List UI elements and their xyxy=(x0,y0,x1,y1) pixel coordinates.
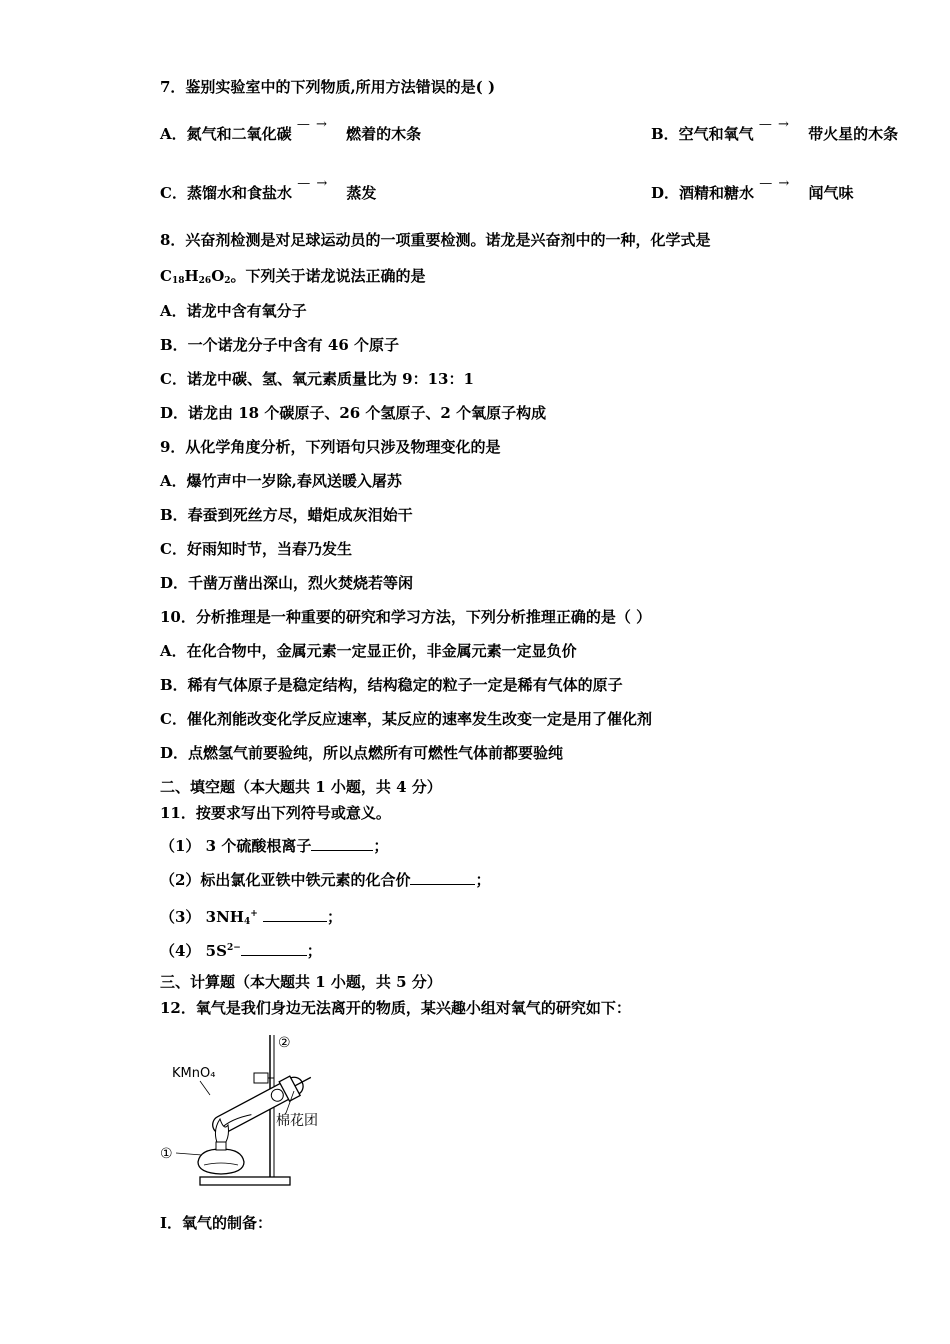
q8-option-a: A．诺龙中含有氧分子 xyxy=(160,302,307,320)
q8-option-d: D．诺龙由 18 个碳原子、26 个氢原子、2 个氧原子构成 xyxy=(160,404,547,422)
formula-c: C xyxy=(160,267,172,285)
q8-stem-line2 xyxy=(160,266,426,291)
leader-line-1 xyxy=(176,1153,202,1155)
q7-option-b-substances: B．空气和氧气 xyxy=(651,125,754,143)
q10-stem: 10．分析推理是一种重要的研究和学习方法，下列分析推理正确的是（ ） xyxy=(160,608,652,626)
q7-option-b-method: 带火星的木条 xyxy=(808,125,899,143)
formula-h-sub: 26 xyxy=(198,276,212,286)
label-2: ② xyxy=(278,1035,291,1051)
label-kmno4: KMnO₄ xyxy=(172,1066,216,1081)
answer-blank[interactable] xyxy=(241,941,307,956)
q10-option-d: D．点燃氢气前要验纯，所以点燃所有可燃性气体前都要验纯 xyxy=(160,744,564,762)
q11-part1: （1） 3 个硫酸根离子 ； xyxy=(160,837,389,855)
q7-row-cd xyxy=(160,176,854,204)
q10-option-c: C．催化剂能改变化学反应速率，某反应的速率发生改变一定是用了催化剂 xyxy=(160,710,652,728)
q7-option-d xyxy=(651,176,854,204)
formula-c-sub: 18 xyxy=(171,276,185,286)
q7-option-d-method: 闻气味 xyxy=(808,184,854,202)
leader-line-kmno4 xyxy=(200,1081,210,1095)
q8-stem-line1: 8．兴奋剂检测是对足球运动员的一项重要检测。诺龙是兴奋剂中的一种，化学式是 xyxy=(160,231,711,249)
answer-blank[interactable] xyxy=(263,907,327,922)
arrow-icon: — → xyxy=(759,176,791,191)
q8-option-c: C．诺龙中碳、氢、氧元素质量比为 9：13：1 xyxy=(160,370,474,388)
q9-option-d: D．千凿万凿出深山，烈火焚烧若等闲 xyxy=(160,574,414,592)
section-fill-in-heading: 二、填空题（本大题共 1 小题，共 4 分） xyxy=(160,778,442,796)
arrow-icon: — → xyxy=(297,176,329,191)
answer-blank[interactable] xyxy=(311,836,373,851)
arrow-icon: — → xyxy=(296,117,328,132)
q7-option-d-substances: D．酒精和糖水 xyxy=(651,184,755,202)
q9-option-a: A．爆竹声中一岁除,春风送暖入屠苏 xyxy=(160,472,402,490)
formula-o-sub: 2 xyxy=(224,276,231,286)
q7-option-a-substances: A．氮气和二氧化碳 xyxy=(160,125,292,143)
q8-stem-tail: 。下列关于诺龙说法正确的是 xyxy=(230,267,426,285)
q10-option-b: B．稀有气体原子是稳定结构，结构稳定的粒子一定是稀有气体的原子 xyxy=(160,676,623,694)
q12-part1-heading: I．氧气的制备： xyxy=(160,1214,273,1232)
q12-stem: 12．氧气是我们身边无法离开的物质，某兴趣小组对氧气的研究如下： xyxy=(160,999,631,1017)
label-cotton: 棉花团 xyxy=(276,1113,318,1129)
q9-option-c: C．好雨知时节，当春乃发生 xyxy=(160,540,352,558)
q11-part4: （4） $5S^{2-}$ ； xyxy=(160,942,322,960)
lamp-wick-holder xyxy=(216,1142,226,1150)
formula-o: O xyxy=(211,267,225,285)
q7-option-c-substances: C．蒸馏水和食盐水 xyxy=(160,184,292,202)
q9-stem: 9．从化学角度分析，下列语句只涉及物理变化的是 xyxy=(160,438,501,456)
arrow-icon: — → xyxy=(758,117,790,132)
stand-base xyxy=(200,1177,290,1185)
alcohol-lamp xyxy=(198,1149,244,1174)
q11-part3: （3） $3NH_4^+$ ； xyxy=(160,908,343,927)
q7-option-a-method: 燃着的木条 xyxy=(346,125,422,143)
clamp xyxy=(254,1073,268,1083)
section-calculation-heading: 三、计算题（本大题共 1 小题，共 5 分） xyxy=(160,973,442,991)
formula-h: H xyxy=(184,267,199,285)
answer-blank[interactable] xyxy=(410,870,475,885)
q7-row-ab xyxy=(160,117,899,145)
oxygen-apparatus-figure xyxy=(158,1027,338,1192)
q9-option-b: B．春蚕到死丝方尽，蜡炬成灰泪始干 xyxy=(160,506,413,524)
q11-stem: 11．按要求写出下列符号或意义。 xyxy=(160,804,391,822)
label-1: ① xyxy=(160,1146,173,1162)
q7-stem: 7．鉴别实验室中的下列物质,所用方法错误的是( ) xyxy=(160,78,496,96)
q10-option-a: A．在化合物中，金属元素一定显正价，非金属元素一定显负价 xyxy=(160,642,577,660)
q8-option-b: B．一个诺龙分子中含有 46 个原子 xyxy=(160,336,399,354)
q7-option-b xyxy=(651,117,899,145)
q7-option-c-method: 蒸发 xyxy=(346,184,377,202)
q11-part2: （2）标出氯化亚铁中铁元素的化合价 ； xyxy=(160,871,491,889)
